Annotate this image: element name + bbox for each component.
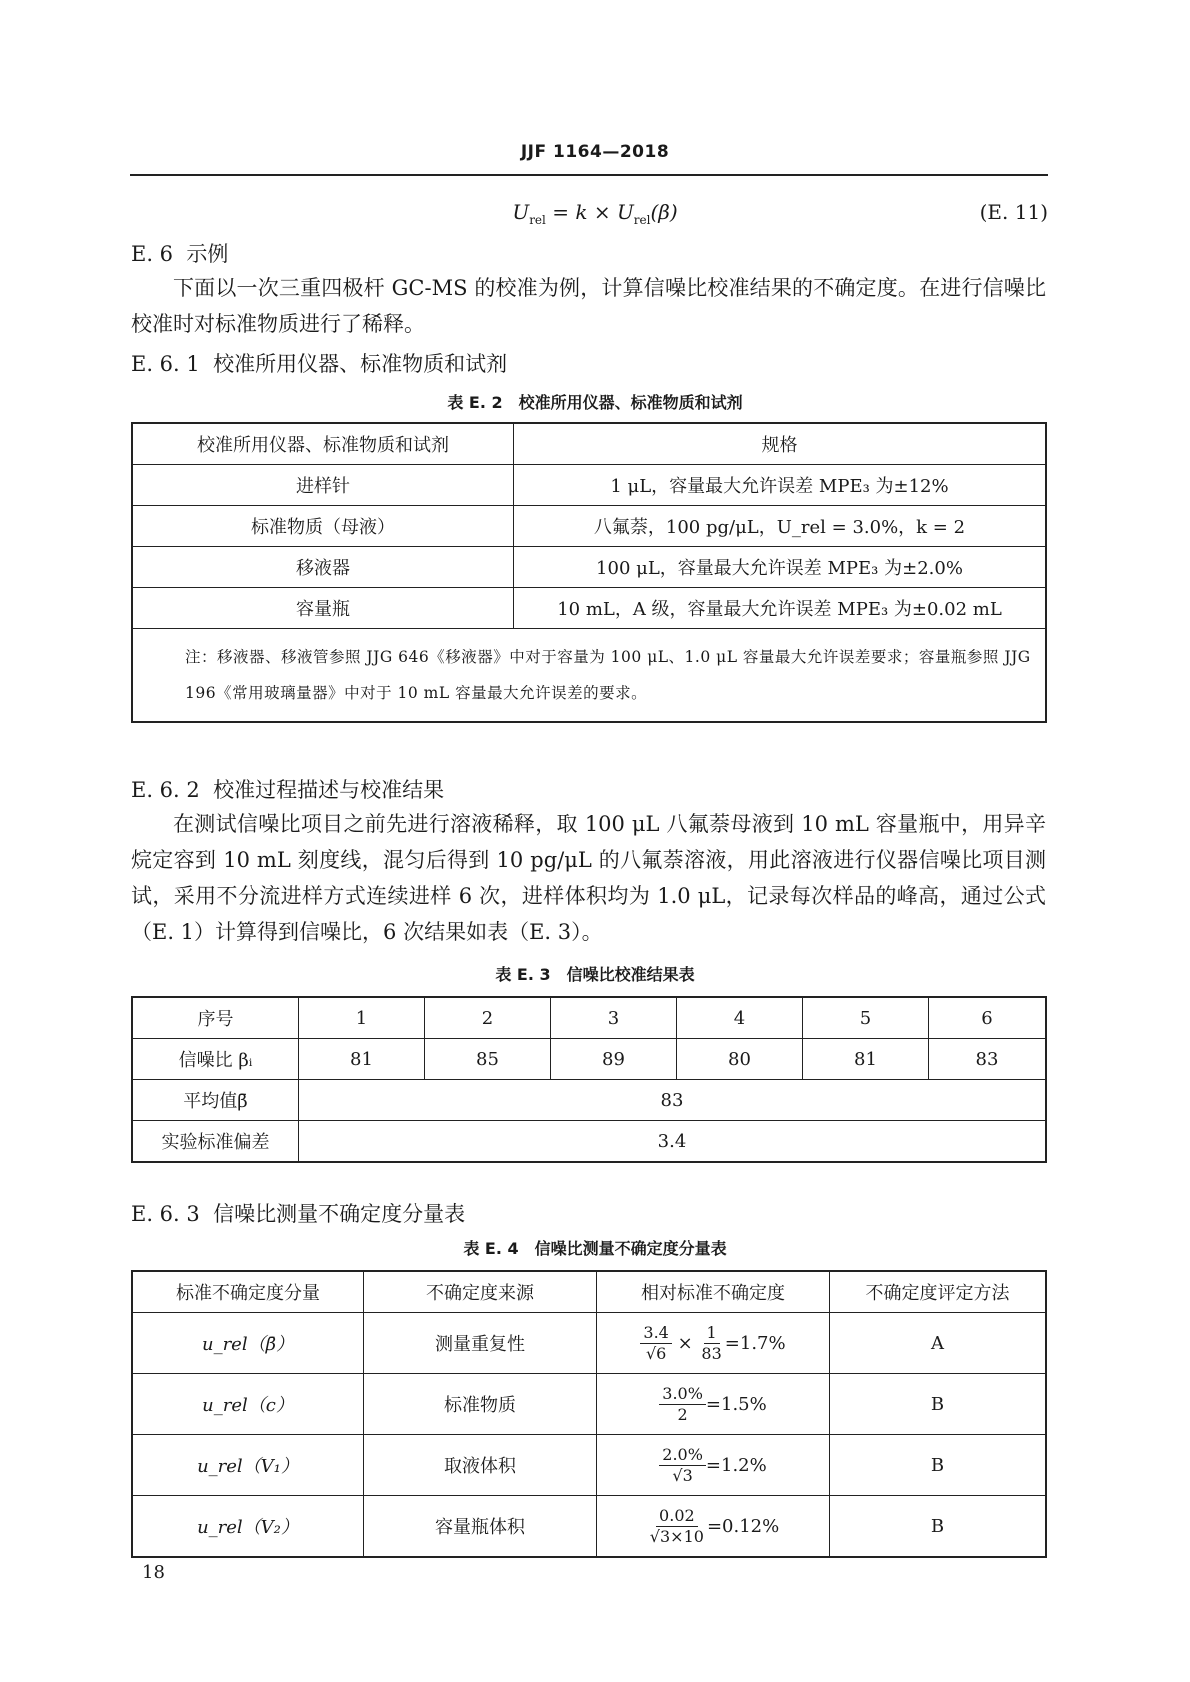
- relative-uncertainty-cell: $\frac{0.02}{√3\times 10}$ =0.12%: [597, 1496, 830, 1558]
- table-e2: [131, 422, 1047, 723]
- table-row: 信噪比 βᵢ 81 85 89 80 81 83: [132, 1039, 1046, 1080]
- table-note: 注：移液器、移液管参照 JJG 646《移液器》中对于容量为 100 μL、1.0 μL 容量最大允许误差要求；容量瓶参照 JJG 196《常用玻璃量器》中对于 10 mL 容量最大允许误差的要求。: [132, 629, 1046, 723]
- equation-number: (E. 11): [979, 200, 1048, 224]
- table-row: 实验标准偏差 3.4: [132, 1121, 1046, 1163]
- page-number: 18: [142, 1562, 165, 1583]
- table-e4-caption: 表 E. 4 信噪比测量不确定度分量表: [463, 1239, 727, 1258]
- table-row: 标准物质（母液） 八氟萘，100 pg/μL，U_rel = 3.0%，k = 2: [132, 506, 1046, 547]
- table-row: 平均值β̄ 83: [132, 1080, 1046, 1121]
- table-row: u_rel（V₂） 容量瓶体积 $\frac{0.02}{√3\times 10}$ =0.12% B: [132, 1496, 1046, 1558]
- process-paragraph: 在测试信噪比项目之前先进行溶液稀释，取 100 μL 八氟萘母液到 10 mL 容量瓶中，用异辛烷定容到 10 mL 刻度线，混匀后得到 10 pg/μL 的八氟萘溶液，用此溶液进行仪器信噪比项目测试，采用不分流进样方式连续进样 6 次，进样体积均为 1.0 μL，记录每次样品的峰高，通过公式（E. 1）计算得到信噪比，6 次结果如表（E. 3）。: [131, 812, 1046, 944]
- relative-uncertainty-cell: $\frac{2.0\%}{√3}$ =1.2%: [597, 1435, 830, 1496]
- table-header-cell: 规格: [514, 423, 1047, 465]
- table-row: 序号 1 2 3 4 5 6: [132, 997, 1046, 1039]
- table-row: u_rel（β̄） 测量重复性 $\frac{3.4}{√6}$ × $\frac{1}{83}$ =1.7% A: [132, 1313, 1046, 1374]
- table-row: 容量瓶 10 mL，A 级，容量最大允许误差 MPE₃ 为±0.02 mL: [132, 588, 1046, 629]
- intro-paragraph: 下面以一次三重四极杆 GC-MS 的校准为例，计算信噪比校准结果的不确定度。在进行信噪比校准时对标准物质进行了稀释。: [131, 276, 1046, 336]
- table-row: 进样针 1 μL，容量最大允许误差 MPE₃ 为±12%: [132, 465, 1046, 506]
- table-row: u_rel（c） 标准物质 $\frac{3.0\%}{2}$ =1.5% B: [132, 1374, 1046, 1435]
- table-e3: [131, 996, 1047, 1163]
- table-e2-caption: 表 E. 2 校准所用仪器、标准物质和试剂: [447, 393, 743, 412]
- table-e3-caption: 表 E. 3 信噪比校准结果表: [495, 965, 695, 984]
- section-e62-heading: E. 6. 2 校准过程描述与校准结果: [131, 778, 445, 802]
- section-e63-heading: E. 6. 3 信噪比测量不确定度分量表: [131, 1202, 466, 1226]
- relative-uncertainty-cell: $\frac{3.4}{√6}$ × $\frac{1}{83}$ =1.7%: [597, 1313, 830, 1374]
- header-rule: [130, 174, 1048, 176]
- document-header: JJF 1164—2018: [520, 142, 670, 162]
- relative-uncertainty-cell: $\frac{3.0\%}{2}$ =1.5%: [597, 1374, 830, 1435]
- table-row: u_rel（V₁） 取液体积 $\frac{2.0\%}{√3}$ =1.2% B: [132, 1435, 1046, 1496]
- table-row: 移液器 100 μL，容量最大允许误差 MPE₃ 为±2.0%: [132, 547, 1046, 588]
- table-header-cell: 校准所用仪器、标准物质和试剂: [132, 423, 514, 465]
- equation-e11: $U_{rel} = k \times U_{rel}(\beta)$: [512, 200, 678, 227]
- section-e6-heading: E. 6 示例: [131, 242, 229, 266]
- table-e4: [131, 1270, 1047, 1558]
- section-e61-heading: E. 6. 1 校准所用仪器、标准物质和试剂: [131, 352, 508, 376]
- table-row: 标准不确定度分量 不确定度来源 相对标准不确定度 不确定度评定方法: [132, 1271, 1046, 1313]
